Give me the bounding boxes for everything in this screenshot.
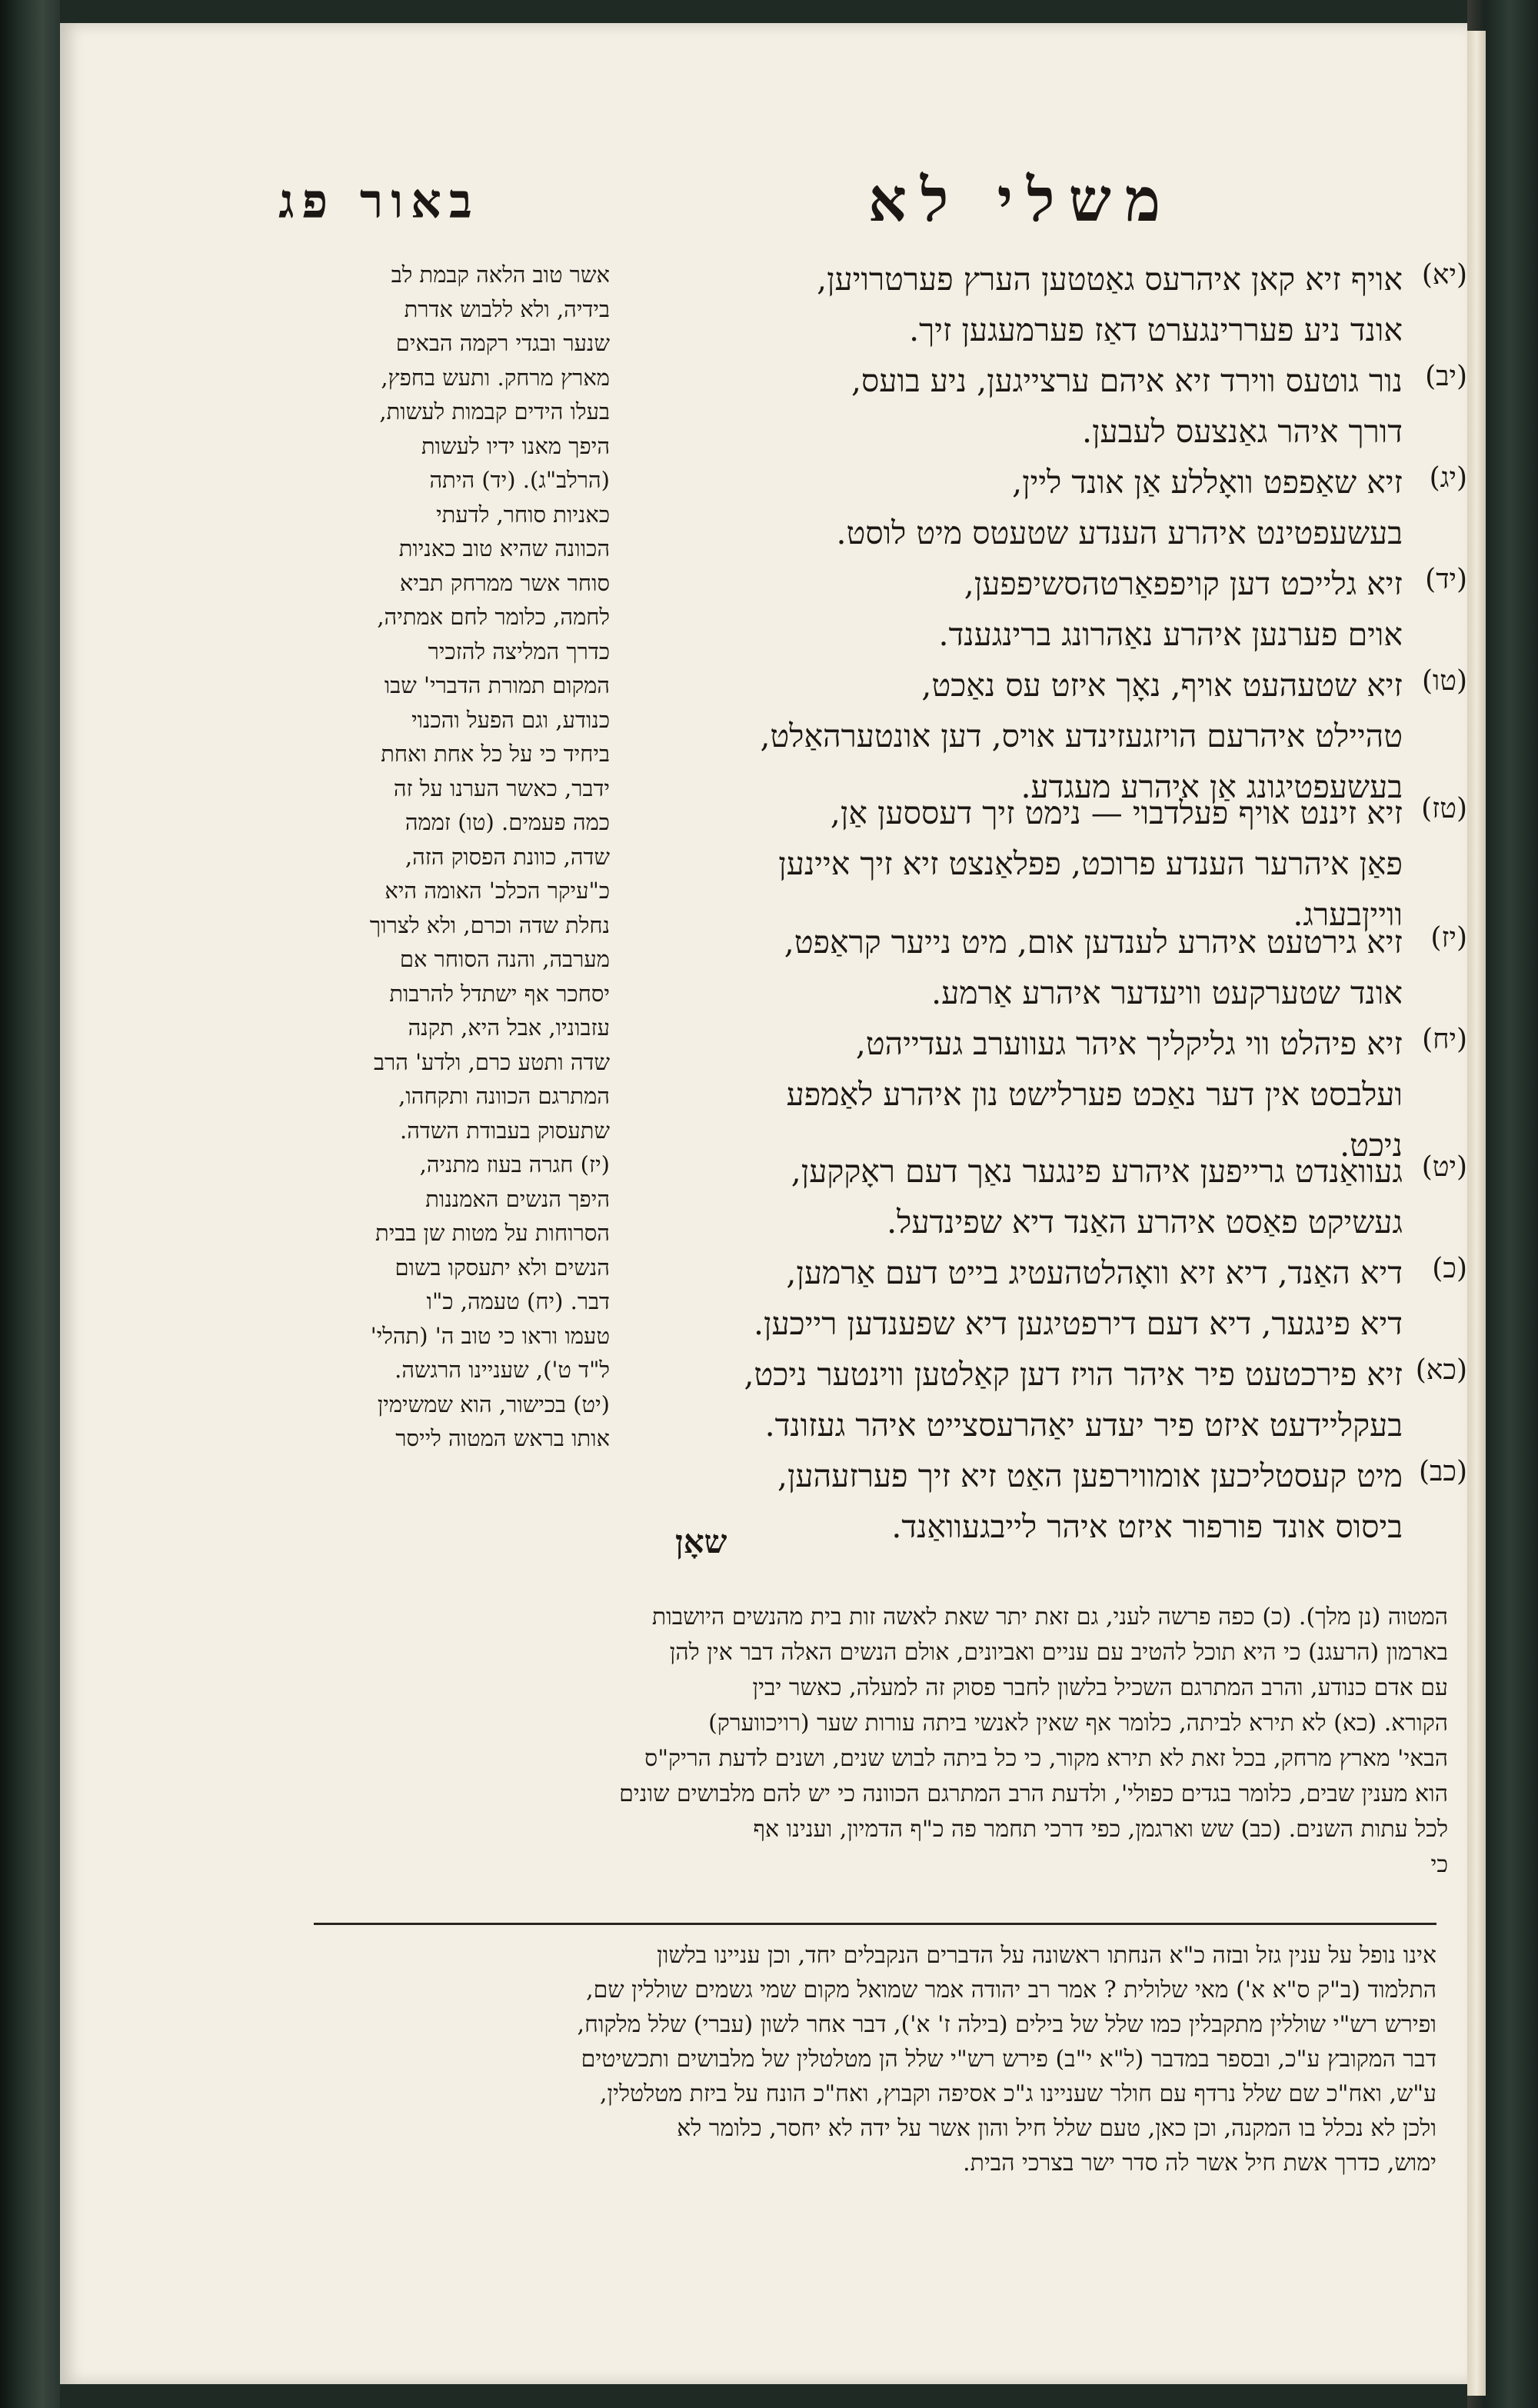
commentary-line: הסרוחות על מטות שן בבית bbox=[375, 1220, 610, 1246]
verse-17 bbox=[629, 917, 1467, 1018]
commentary-line: יסחכר אף ישתדל להרבות bbox=[389, 980, 610, 1007]
commentary-line: המטוה (נן מלך). (כ) כפה פרשה לעני, גם זאת יתר שאת לאשה זות בית מהנשים היושבות bbox=[651, 1604, 1448, 1630]
verse-line: אונד ניע פעררינגערט דאַז פערמעגען זיך. bbox=[909, 311, 1403, 348]
page-header-commentary-title: באור פג bbox=[278, 173, 480, 229]
verse-20 bbox=[629, 1247, 1467, 1349]
footnote-line: התלמוד (ב"ק ס"א א') מאי שלולית ? אמר רב יהודה אמר שמואל מקום שמי גשמים שוללין שם, bbox=[586, 1977, 1436, 2003]
commentary-line: שתעסוק בעבודת השדה. bbox=[400, 1117, 610, 1144]
commentary-line: נחלת שדה וכרם, ולא לצרוך bbox=[369, 911, 610, 938]
footnote-line: ולכן לא נכלל בו המקנה, וכן כאן, טעם שלל חיל והון אשר על ידה לא יחסר, כלומר לא bbox=[677, 2115, 1436, 2142]
verse-column bbox=[629, 254, 1467, 1577]
verse-13 bbox=[629, 457, 1467, 558]
commentary-line: בארמון (הרעגנ) כי היא תוכל להטיב עם עניים ואביונים, אולם הנשים האלה דבר אין להן bbox=[669, 1639, 1448, 1666]
book-page bbox=[60, 23, 1467, 2384]
commentary-line: לחמה, כלומר לחם אמתיה, bbox=[377, 604, 610, 630]
commentary-line: כאניות סוחר, לדעתי bbox=[436, 501, 610, 528]
verse-text bbox=[629, 1349, 1413, 1450]
verse-number: (טז) bbox=[1421, 793, 1467, 824]
verse-line: ועלבסט אין דער נאַכט פערלישט נון איהרע לאַמפע bbox=[786, 1076, 1403, 1113]
verse-text bbox=[629, 1146, 1413, 1247]
verse-line: זיא שטעהעט אויף, נאָך איזט עס נאַכט, bbox=[921, 667, 1403, 704]
commentary-line: שדה, כוונת הפסוק הזה, bbox=[404, 843, 610, 870]
verse-number: (כ) bbox=[1432, 1253, 1467, 1284]
verse-line: געשיקט פאַסט איהרע האַנד דיא שפינדעל. bbox=[887, 1204, 1403, 1241]
verse-line: בעשעפטיגונג אַן איהרע מעגדע. bbox=[1020, 768, 1403, 805]
verse-number: (יח) bbox=[1422, 1024, 1467, 1055]
commentary-line: הנשים ולא יתעסקו בשום bbox=[394, 1254, 610, 1281]
verse-line: געוואַנדט גרייפען איהרע פינגער נאַך דעם ראָקקען, bbox=[791, 1153, 1403, 1190]
commentary-continuation bbox=[279, 1600, 1448, 1883]
verse-number: (כא) bbox=[1415, 1354, 1467, 1386]
commentary-line: (יז) חגרה בעוז מתניה, bbox=[419, 1151, 610, 1177]
verse-number: (יב) bbox=[1425, 361, 1467, 392]
commentary-line: ידבר, כאשר הערנו על זה bbox=[393, 774, 610, 801]
commentary-line: היפך מאנו ידיו לעשות bbox=[421, 432, 610, 459]
page-header-book-title: משלי לא bbox=[867, 165, 1175, 235]
verse-number: (יד) bbox=[1425, 564, 1467, 595]
verse-line: זיא זיננט אויף פעלדבוי — נימט זיך דעססען אַן, bbox=[830, 794, 1403, 831]
footnote-line: ופירש רש"י שוללין מתקבלין כמו שלל של בילים (בילה ז' א'), דבר אחר לשון (עברי) שלל מלקוח, bbox=[577, 2011, 1436, 2038]
commentary-line: מארץ מרחק. ותעש בחפץ, bbox=[381, 364, 610, 391]
verse-text bbox=[629, 1450, 1413, 1552]
verse-14 bbox=[629, 558, 1467, 660]
commentary-line: הוא מענין שבים, כלומר בגדים כפולי', ולדעת הרב המתרגם הכוונה כי יש להם מלבושים שונים bbox=[619, 1780, 1448, 1807]
verse-line: ווייןבערג. bbox=[1293, 896, 1403, 933]
verse-19 bbox=[629, 1146, 1467, 1247]
commentary-line: הכוונה שהיא טוב כאניות bbox=[398, 535, 610, 561]
commentary-line: הבאי' מארץ מרחק, בכל זאת לא תירא מקור, כי כל ביתה לבוש שנים, ושנים לדעת הריק"ס bbox=[644, 1745, 1448, 1772]
verse-line: אויף זיא קאן איהרעס גאַטטען הערץ פערטרויען, bbox=[817, 261, 1403, 298]
verse-line: אוים פערנען איהרע נאַהרונג ברינגענד. bbox=[938, 616, 1403, 653]
commentary-line: היפך הנשים האמננות bbox=[425, 1185, 610, 1212]
verse-line: זיא גלייכט דען קויפפאַרטהסשיפפען, bbox=[964, 565, 1403, 602]
footnote-line: ימוש, כדרך אשת חיל אשר לה סדר ישר בצרכי הבית. bbox=[963, 2150, 1436, 2177]
verse-line: אונד שטערקעט וויעדער איהרע אַרמע. bbox=[931, 974, 1403, 1011]
commentary-line: בעלו הידים קבמות לעשות, bbox=[379, 398, 610, 425]
verse-number: (טו) bbox=[1421, 665, 1467, 697]
commentary-line: עם אדם כנודע, והרב המתרגם השכיל בלשון לחבר פסוק זה למעלה, כאשר יבין bbox=[752, 1674, 1448, 1701]
verse-line: זיא פיהלט ווי גליקליך איהר געווערב געדייהט, bbox=[855, 1025, 1403, 1062]
commentary-line: כי bbox=[1430, 1851, 1448, 1878]
commentary-line: דבר. (יח) טעמה, כ"ו bbox=[426, 1288, 610, 1314]
verse-line: ניכט. bbox=[1340, 1127, 1403, 1164]
commentary-line: סוחר אשר ממרחק תביא bbox=[399, 569, 610, 596]
verse-number: (כב) bbox=[1418, 1456, 1467, 1487]
verse-line: זיא פירכטעט פיר איהר הויז דען קאַלטען ווינטער ניכט, bbox=[744, 1356, 1403, 1393]
footnote-line: אינו נופל על ענין גזל ובזה כ"א הנחתו ראשונה על הדברים הנקבלים יחד, וכן עניינו בלשון bbox=[657, 1942, 1436, 1969]
verse-line: פאַן איהרער הענדע פרוכט, פפלאַנצט זיא זיך איינען bbox=[778, 845, 1403, 882]
commentary-line: שנער ובגדי רקמה הבאים bbox=[395, 330, 610, 356]
footnote-line: ע"ש, ואח"כ שם שלל נרדף עם חולר שעניינו ג"כ אסיפה וקבוץ, ואח"כ הונח על ביזת מטלטלין, bbox=[599, 2080, 1436, 2107]
commentary-line: כנודע, וגם הפעל והכנוי bbox=[411, 706, 610, 733]
verse-text bbox=[629, 1247, 1413, 1349]
verse-22 bbox=[629, 1450, 1467, 1552]
commentary-line: לכל עתות השנים. (כב) שש וארגמן, כפי דרכי תחמר פה כ"ף הדמיון, וענינו אף bbox=[753, 1816, 1448, 1843]
facing-page-edge bbox=[1467, 31, 1486, 2396]
footnote-line: דבר המקובץ ע"כ, ובספר במדבר (ל"א י"ב) פירש רש"י שלל הן מטלטלין של מלבושים ותכשיטים bbox=[581, 2046, 1436, 2073]
commentary-line: מערבה, והנה הסוחר אם bbox=[399, 946, 610, 972]
verse-number: (יא) bbox=[1421, 259, 1467, 291]
verse-line: בעשעפטינט איהרע הענדע שטעטס מיט לוסט. bbox=[836, 515, 1403, 551]
commentary-line: ל"ד ט'), שעניינו הרגשה. bbox=[394, 1357, 610, 1383]
verse-line: דיא פינגער, דיא דעם דירפטיגען דיא שפענדען רייכען. bbox=[753, 1305, 1403, 1342]
commentary-line: כמה פעמים. (טו) זממה bbox=[404, 809, 610, 835]
verse-line: דיא האַנד, דיא זיא וואָהלטהעטיג בייט דעם אַרמען, bbox=[786, 1254, 1403, 1291]
verse-line: זיא שאַפפט וואָללע אַן אונד ליין, bbox=[1012, 464, 1403, 501]
verse-number: (יז) bbox=[1430, 922, 1467, 954]
verse-text bbox=[629, 355, 1413, 457]
verse-line: זיא גירטעט איהרע לענדען אום, מיט נייער קראַפט, bbox=[784, 924, 1403, 961]
commentary-line: שדה ותטע כרם, ולדע' הרב bbox=[373, 1048, 610, 1075]
commentary-line: אותו בראש המטוה לייסר bbox=[395, 1425, 610, 1451]
catchword: שאָן bbox=[675, 1523, 727, 1560]
commentary-line: אשר טוב הלאה קבמת לב bbox=[391, 261, 610, 288]
verse-number: (יג) bbox=[1429, 462, 1467, 494]
commentary-line: ביחיד כי על כל אחת ואחת bbox=[381, 741, 610, 767]
verse-12 bbox=[629, 355, 1467, 457]
verse-text bbox=[629, 457, 1413, 558]
commentary-line: כדרך המליצה להזכיר bbox=[428, 638, 610, 664]
verse-number: (יט) bbox=[1421, 1151, 1467, 1183]
footnote-divider bbox=[314, 1923, 1436, 1925]
commentary-line: (הרלב"ג). (יד) היתה bbox=[429, 467, 610, 493]
footnotes bbox=[314, 1938, 1436, 2180]
commentary-line: כ"עיקר הכלכ' האומה היא bbox=[384, 878, 610, 904]
commentary-line: (יט) בכישור, הוא שמשימין bbox=[377, 1391, 610, 1417]
verse-text bbox=[629, 254, 1413, 355]
verse-line: בעקליידעט איזט פיר יעדע יאַהרעסצייט איהר געזונד. bbox=[764, 1407, 1403, 1444]
commentary-line: המתרגם הכוונה ותקחהו, bbox=[398, 1083, 610, 1109]
verse-11 bbox=[629, 254, 1467, 355]
commentary-column bbox=[279, 258, 610, 1604]
verse-line: נור גוטעס ווירד זיא איהם ערצייגען, ניע בועס, bbox=[851, 362, 1403, 399]
commentary-line: בידיה, ולא ללבוש אדרת bbox=[404, 295, 610, 322]
commentary-line: הקורא. (כא) לא תירא לביתה, כלומר אף שאין לאנשי ביתה עורות שער (רויכווערק) bbox=[708, 1710, 1448, 1737]
verse-21 bbox=[629, 1349, 1467, 1450]
verse-line: מיט קעסטליכען אומווירפען האַט זיא זיך פערזעהען, bbox=[777, 1457, 1403, 1494]
commentary-line: המקום תמורת הדברי' שבו bbox=[384, 672, 610, 698]
verse-text bbox=[629, 917, 1413, 1018]
verse-line: דורך איהר גאַנצעס לעבען. bbox=[1082, 413, 1403, 450]
verse-line: טהיילט איהרעם הויזגעזינדע אויס, דען אונטערהאַלט, bbox=[760, 718, 1403, 754]
verse-line: ביסוס אונד פורפור איזט איהר לייבגעוואַנד. bbox=[891, 1508, 1403, 1545]
commentary-line: טעמו וראו כי טוב ה' (תהלי' bbox=[370, 1322, 610, 1349]
verse-text bbox=[629, 558, 1413, 660]
commentary-line: עזבוניו, אבל היא, תקנה bbox=[408, 1014, 610, 1041]
book-binding-left bbox=[0, 0, 60, 2408]
